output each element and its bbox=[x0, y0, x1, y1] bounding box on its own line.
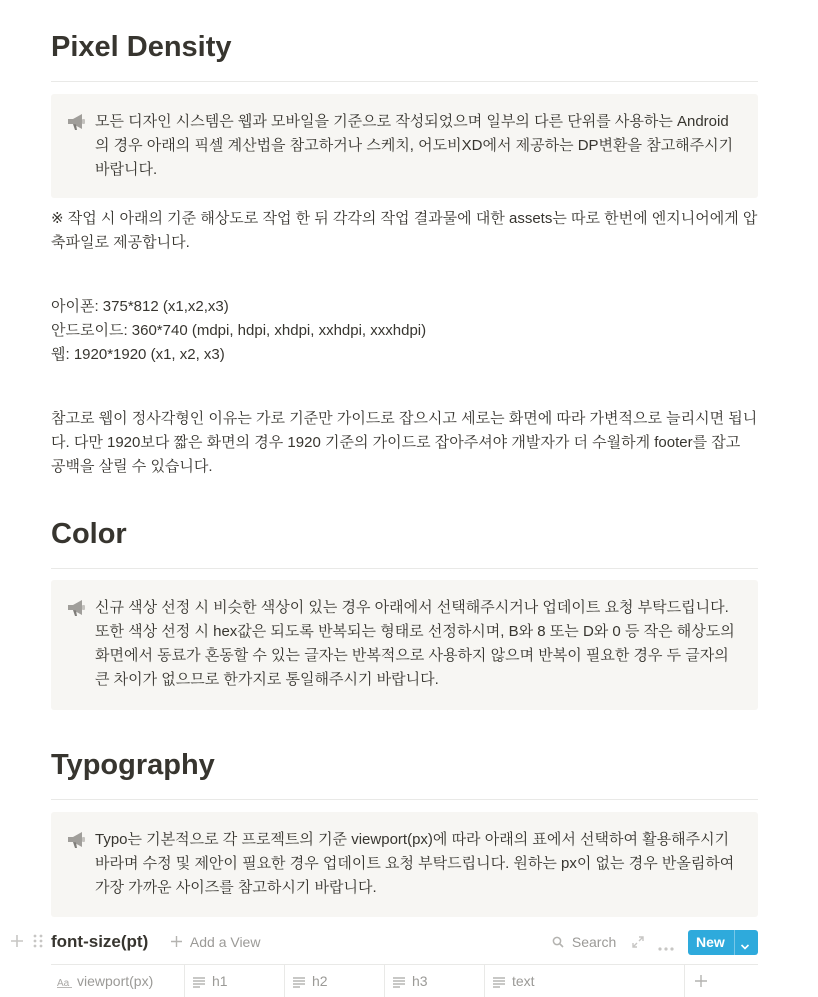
callout-text: 신규 색상 선정 시 비슷한 색상이 있는 경우 아래에서 선택해주시거나 업데이트 요청 부탁드립니다. 또한 색상 선정 시 hex값은 되도록 반복되는 형태로 선정하시며, B와 8 또는 D와 0 등 작은 해상도의 화면에서 동료가 혼동할 수 있는 글자는 반복적으로 사용하지 않으며 반복이 필요한 경우 두 글자의 큰 차이가 없으므로 한가지로 통일해주시기 바랍니다. bbox=[95, 599, 735, 688]
add-block-icon[interactable] bbox=[9, 933, 25, 954]
new-button[interactable] bbox=[688, 930, 758, 955]
column-label: h3 bbox=[412, 973, 428, 989]
plus-icon bbox=[170, 935, 183, 948]
more-icon[interactable] bbox=[657, 939, 675, 957]
table-header bbox=[51, 964, 758, 997]
database-toolbar bbox=[0, 928, 818, 958]
device-iphone: 아이폰: 375*812 (x1,x2,x3) bbox=[51, 298, 229, 315]
new-button-label: New bbox=[696, 934, 725, 950]
pixel-density-section bbox=[51, 30, 758, 65]
device-android: 안드로이드: 360*740 (mdpi, hdpi, xhdpi, xxhdpi, xxxhdpi) bbox=[51, 322, 427, 339]
callout-text: Typo는 기본적으로 각 프로젝트의 기준 viewport(px)에 따라 아래의 표에서 선택하여 활용해주시기 바라며 수정 및 제안이 필요한 경우 업데이트 요청 부탁드립니다. 원하는 px이 없는 경우 반올림하여 가장 가까운 사이즈를 참고하시기 바랍니다. bbox=[95, 831, 735, 896]
column-header-text[interactable] bbox=[484, 965, 685, 997]
device-list bbox=[51, 295, 758, 367]
megaphone-icon bbox=[66, 112, 88, 132]
megaphone-icon bbox=[66, 830, 88, 850]
callout-text: 모든 디자인 시스템은 웹과 모바일을 기준으로 작성되었으며 일부의 다른 단위를 사용하는 Android의 경우 아래의 픽셀 계산법을 참고하거나 스케치, 어도비XD에서 제공하는 DP변환을 참고해주시기 바랍니다. bbox=[95, 113, 734, 178]
database-title[interactable]: font-size(pt) bbox=[51, 932, 149, 951]
callout-pixel-density bbox=[51, 94, 758, 198]
text-property-icon bbox=[193, 975, 205, 991]
add-view-label: Add a View bbox=[189, 934, 261, 950]
web-note: 참고로 웹이 정사각형인 이유는 가로 기준만 가이드로 잡으시고 세로는 화면에 따라 가변적으로 늘리시면 됩니다. 다만 1920보다 짧은 화면의 경우 1920 기준의 가이드로 잡아주셔야 개발자가 더 수월하게 footer를 잡고 공백을 살릴 수 있습니다. bbox=[51, 410, 758, 475]
column-label: viewport(px) bbox=[77, 973, 154, 989]
text-property-icon bbox=[293, 975, 305, 991]
callout-typography bbox=[51, 812, 758, 917]
drag-handle-icon[interactable] bbox=[32, 933, 44, 954]
text-property-icon bbox=[393, 975, 405, 991]
add-view-button[interactable] bbox=[170, 934, 260, 950]
search-icon bbox=[552, 936, 564, 948]
text-property-icon bbox=[493, 975, 505, 991]
typography-section bbox=[51, 748, 758, 783]
heading-color: Color bbox=[51, 518, 127, 550]
title-property-icon bbox=[57, 975, 73, 991]
column-label: h2 bbox=[312, 973, 328, 989]
heading-pixel-density: Pixel Density bbox=[51, 31, 232, 63]
column-header-h2[interactable] bbox=[284, 965, 385, 997]
divider bbox=[51, 568, 758, 569]
expand-icon[interactable] bbox=[631, 935, 645, 954]
column-header-viewport[interactable] bbox=[51, 965, 185, 997]
column-label: h1 bbox=[212, 973, 228, 989]
column-label: text bbox=[512, 973, 535, 989]
divider bbox=[51, 799, 758, 800]
heading-typography: Typography bbox=[51, 749, 215, 781]
search-button[interactable] bbox=[552, 934, 616, 950]
divider bbox=[51, 81, 758, 82]
new-button-divider bbox=[734, 930, 735, 955]
add-column-icon[interactable] bbox=[694, 974, 708, 993]
megaphone-icon bbox=[66, 598, 88, 618]
column-header-h3[interactable] bbox=[384, 965, 485, 997]
chevron-down-icon[interactable] bbox=[740, 938, 750, 954]
svg-text:Aa: Aa bbox=[57, 978, 70, 988]
search-label: Search bbox=[571, 934, 617, 950]
device-web: 웹: 1920*1920 (x1, x2, x3) bbox=[51, 346, 225, 363]
column-header-h1[interactable] bbox=[184, 965, 285, 997]
callout-color bbox=[51, 580, 758, 710]
pixel-note: ※ 작업 시 아래의 기준 해상도로 작업 한 뒤 각각의 작업 결과물에 대한 assets는 따로 한번에 엔지니어에게 압축파일로 제공합니다. bbox=[51, 210, 758, 251]
color-section bbox=[51, 517, 758, 552]
